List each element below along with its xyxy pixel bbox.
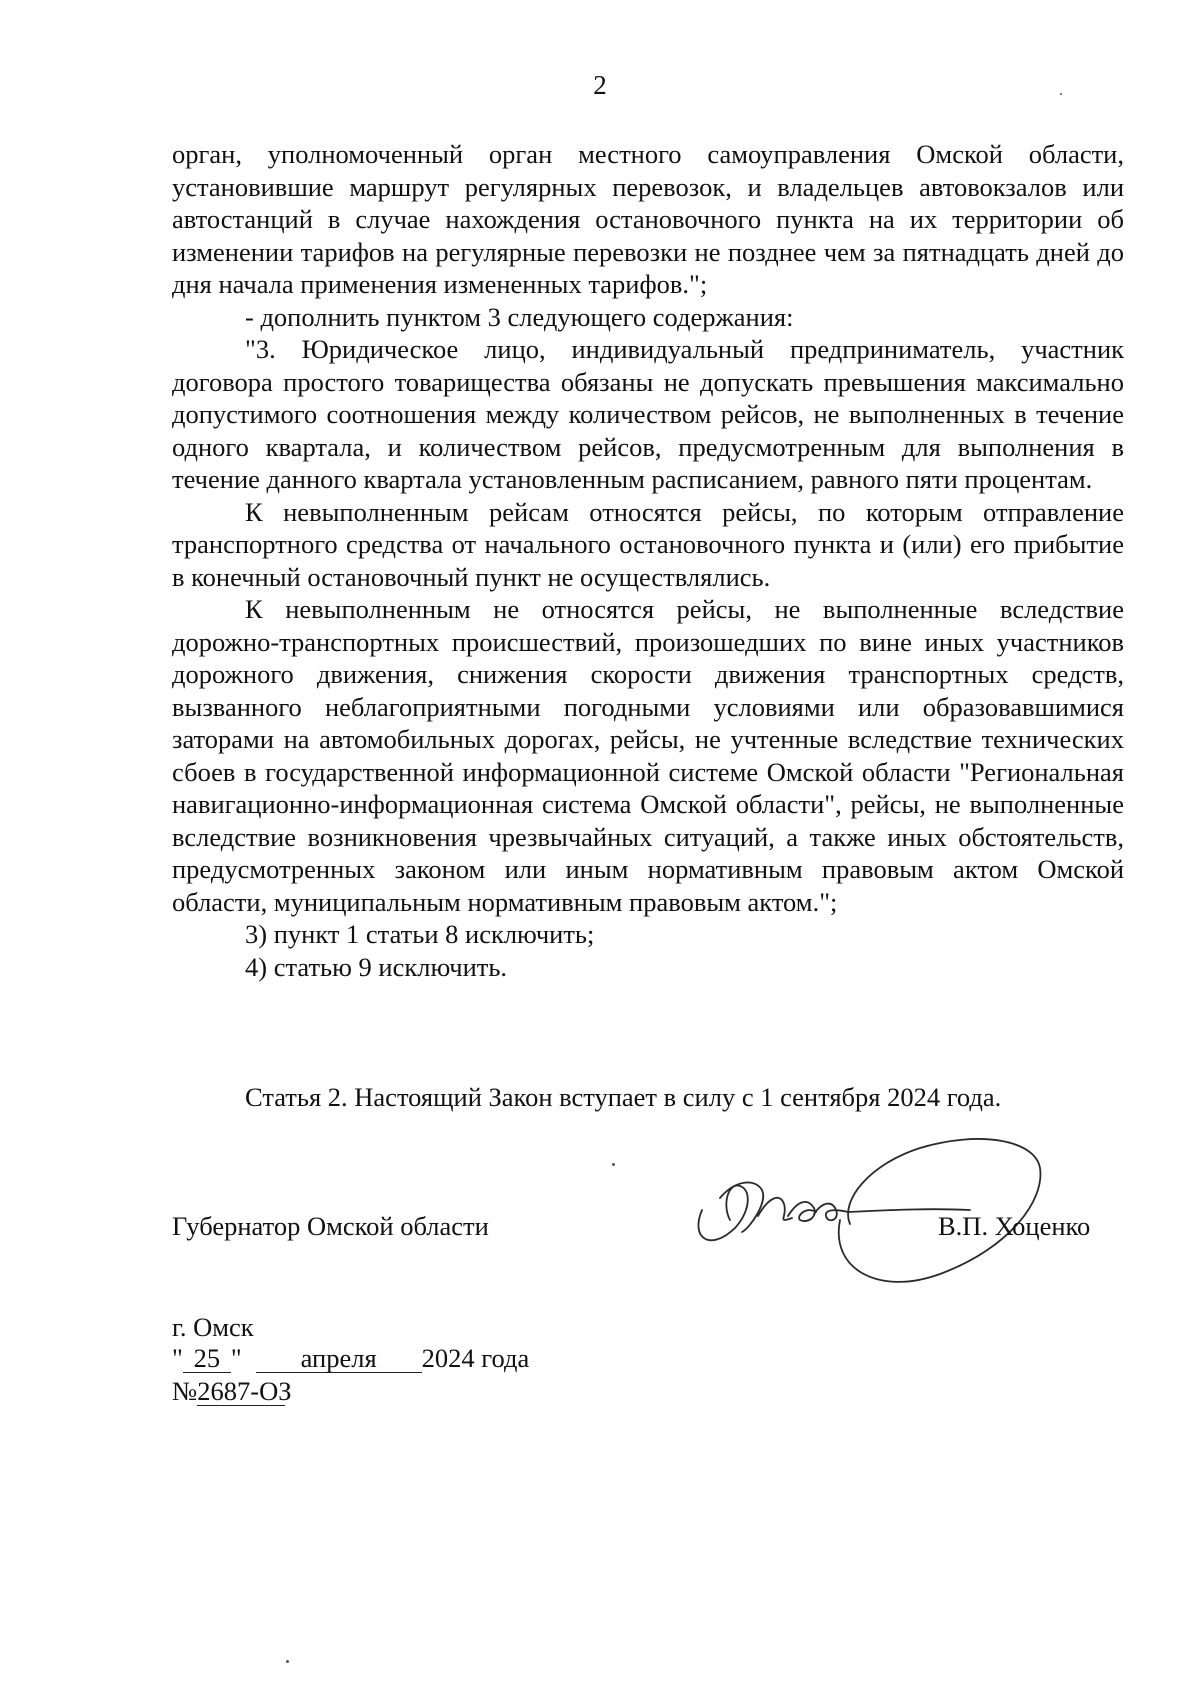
date-month: апреля (256, 1345, 422, 1373)
paragraph-unfulfilled-exceptions: К невыполненным не относятся рейсы, не выполненные вследствие дорожно-транспортных происшествий, произошедших по вине иных участников дорожного движения, снижения скорости движения транспортных средств, вызванного неблагоприятными погодными условиями или образовавшимися заторами на автомобильных дорогах, рейсы, не учтенные вследствие технических сбоев в государственной информационной системе Омской области "Региональная навигационно-информационная система Омской области", рейсы, не выполненные вследствие возникновения чрезвычайных ситуаций, а также иных обстоятельств, предусмотренных законом или иным нормативным правовым актом Омской области, муниципальным нормативным правовым актом."; (172, 594, 1124, 917)
paragraph-amendment-intro: - дополнить пунктом 3 следующего содержания: (245, 301, 794, 332)
paragraph-clause-3: "3. Юридическое лицо, индивидуальный предприниматель, участник договора простого товарищества обязаны не допускать превышения максимально допустимого соотношения между количеством рейсов, не выполненных в течение одного квартала, и количеством рейсов, предусмотренным для выполнения в течение данного квартала установленным расписанием, равного пяти процентам. (172, 334, 1124, 494)
place-of-signing: г. Омск (172, 1312, 254, 1342)
paragraph-item-4: 4) статью 9 исключить. (245, 951, 508, 982)
paragraph-continuation: орган, уполномоченный орган местного самоуправления Омской области, установившие маршрут регулярных перевозок, и владельцев автовокзалов или автостанций в случае нахождения остановочного пункта на их территории об изменении тарифов на регулярные перевозки не позднее чем за пятнадцать дней до дня начала применения измененных тарифов."; (172, 139, 1124, 299)
date-quote-open: " (172, 1343, 183, 1373)
handwritten-signature (680, 1120, 1080, 1300)
date-day: 25 (183, 1345, 231, 1373)
paragraph-item-3: 3) пункт 1 статьи 8 исключить; (245, 919, 595, 949)
scan-speck (1060, 93, 1062, 95)
law-number-value: 2687-ОЗ (197, 1376, 292, 1406)
scan-speck (286, 1660, 289, 1663)
governor-name: В.П. Хоценко (938, 1211, 1091, 1241)
date-year: 2024 года (421, 1343, 530, 1373)
law-number (172, 1376, 292, 1407)
law-number-prefix: № (172, 1376, 198, 1406)
scan-speck (612, 1163, 615, 1166)
governor-title: Губернатор Омской области (172, 1211, 489, 1241)
paragraph-unfulfilled-definition: К невыполненным рейсам относятся рейсы, по которым отправление транспортного средства от начального остановочного пункта и (или) его прибытие в конечный остановочный пункт не осуществлялись. (172, 496, 1124, 592)
date-quote-close: " (230, 1343, 242, 1373)
page-number: 2 (593, 70, 607, 100)
law-body-text (172, 138, 1124, 983)
signing-date (172, 1343, 529, 1374)
article-2: Статья 2. Настоящий Закон вступает в силу с 1 сентября 2024 года. (245, 1082, 1002, 1112)
